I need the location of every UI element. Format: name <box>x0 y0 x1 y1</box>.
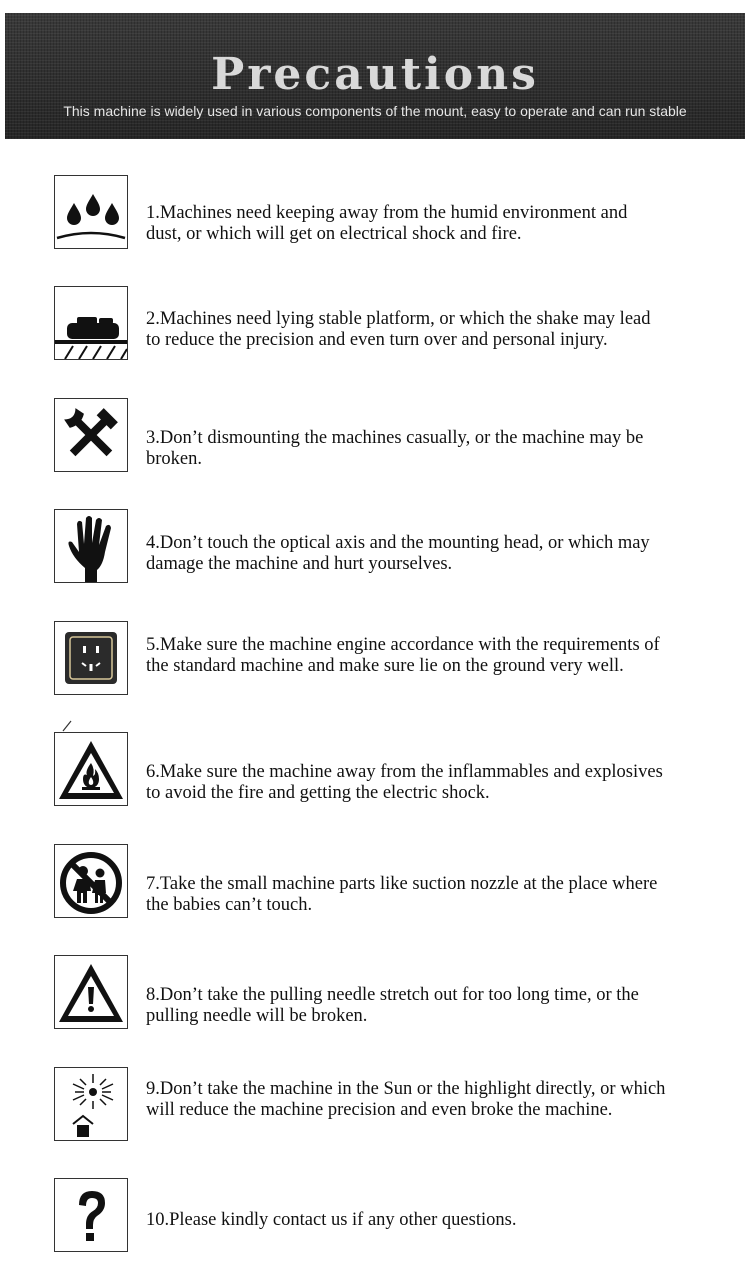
precaution-item-10 <box>0 1178 750 1256</box>
precaution-item-3 <box>0 398 750 476</box>
hand-icon <box>54 509 128 583</box>
fire-warning-icon <box>54 732 128 806</box>
precaution-text: 4.Don’t touch the optical axis and the mounting head, or which may damage the machine and hurt yourselves. <box>146 533 650 574</box>
precaution-text: 7.Take the small machine parts like suction nozzle at the place where the babies can’t touch. <box>146 874 658 915</box>
precaution-item-4 <box>0 509 750 587</box>
precaution-text: 10.Please kindly contact us if any other questions. <box>146 1210 517 1230</box>
precaution-text: 9.Don’t take the machine in the Sun or the highlight directly, or which will reduce the machine precision and even broke the machine. <box>146 1079 666 1120</box>
precaution-text: 5.Make sure the machine engine accordance with the requirements of the standard machine and make sure lie on the ground very well. <box>146 635 660 676</box>
precaution-text: 1.Machines need keeping away from the humid environment and dust, or which will get on electrical shock and fire. <box>146 203 628 244</box>
sunlight-icon <box>54 1067 128 1141</box>
power-socket-icon <box>54 621 128 695</box>
stable-platform-icon <box>54 286 128 360</box>
tools-icon <box>54 398 128 472</box>
no-children-icon <box>54 844 128 918</box>
precaution-text: 2.Machines need lying stable platform, or which the shake may lead to reduce the precision and even turn over and personal injury. <box>146 309 651 350</box>
header-banner <box>5 13 745 139</box>
precaution-item-2 <box>0 286 750 364</box>
question-mark-icon <box>54 1178 128 1252</box>
precaution-item-6 <box>0 732 750 810</box>
water-drops-icon <box>54 175 128 249</box>
page-subtitle: This machine is widely used in various components of the mount, easy to operate and can run stable <box>63 103 687 119</box>
precaution-text: 8.Don’t take the pulling needle stretch out for too long time, or the pulling needle will be broken. <box>146 985 639 1026</box>
precaution-item-8 <box>0 955 750 1033</box>
page-title: Precautions <box>211 49 539 100</box>
stray-mark-icon <box>62 720 72 732</box>
precaution-text: 6.Make sure the machine away from the inflammables and explosives to avoid the fire and getting the electric shock. <box>146 762 663 803</box>
precaution-item-7 <box>0 844 750 922</box>
exclamation-warning-icon <box>54 955 128 1029</box>
precaution-item-1 <box>0 175 750 253</box>
precaution-item-5 <box>0 621 750 699</box>
precaution-text: 3.Don’t dismounting the machines casually, or the machine may be broken. <box>146 428 644 469</box>
precaution-item-9 <box>0 1067 750 1145</box>
